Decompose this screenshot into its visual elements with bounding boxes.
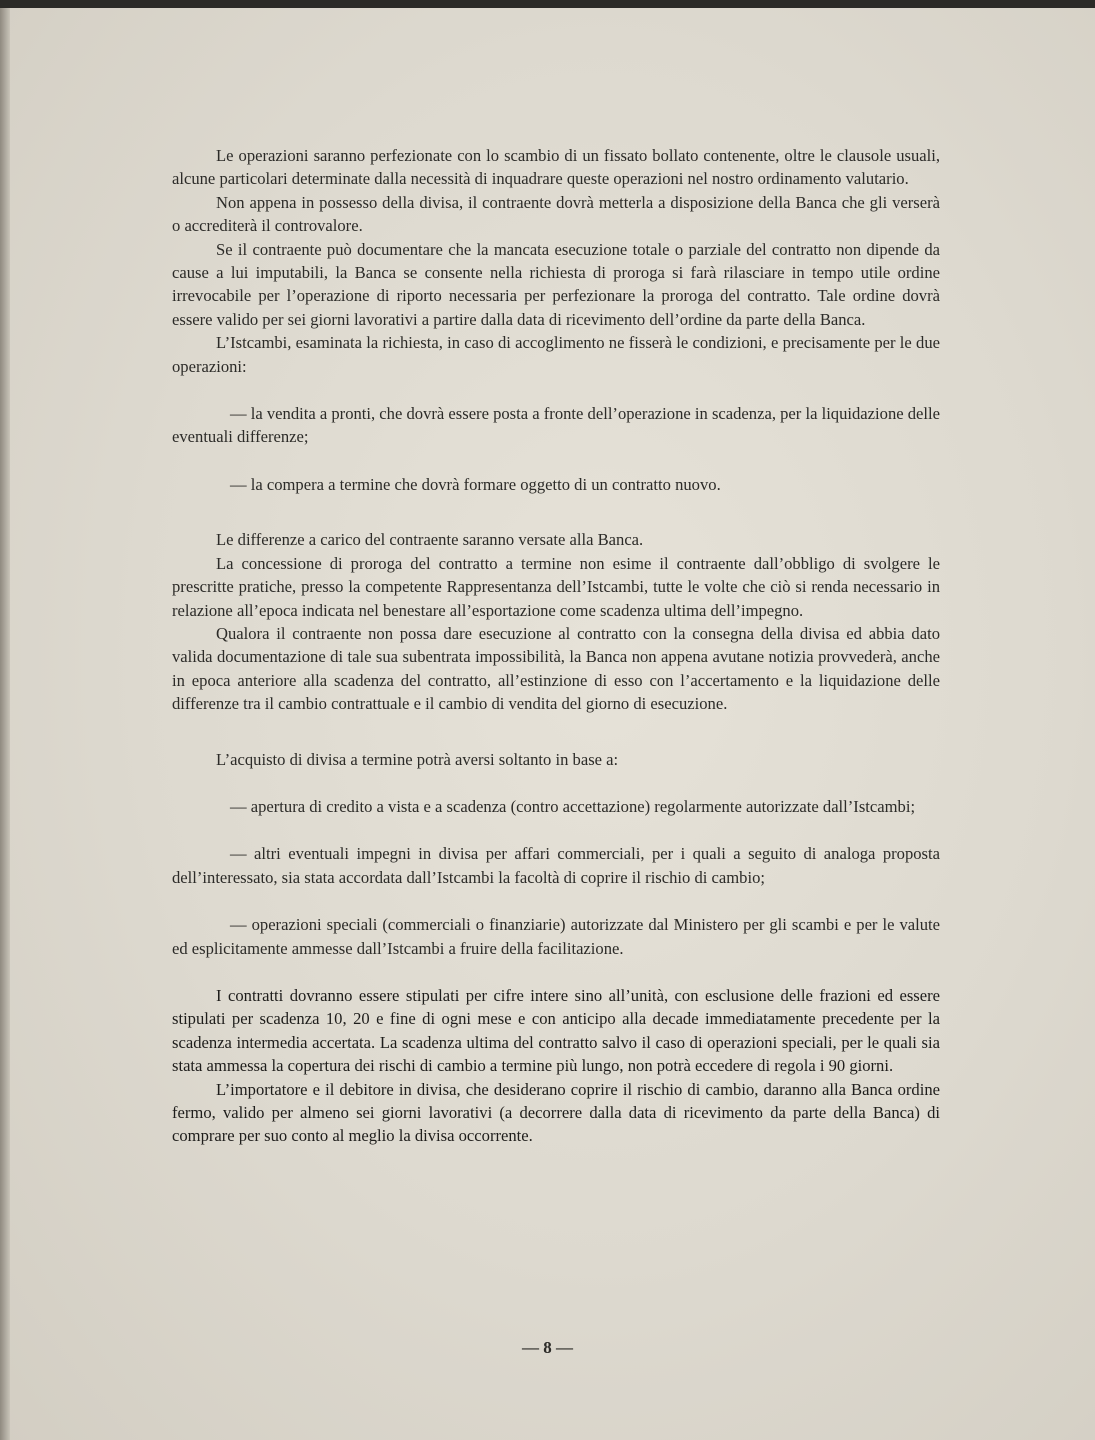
paragraph: Se il contraente può documentare che la mancata esecuzione totale o parziale del contratto non dipende da cause a lui imputabili, la Banca se consente nella richiesta di proroga si farà rilasciare in tempo utile ordine irrevocabile per l’operazione di riporto necessaria per perfezionare la proroga del contratto. Tale ordine dovrà essere valido per sei giorni lavorativi a partire dalla data di ricevimento dell’ordine da parte della Banca. [172, 239, 940, 329]
document-body [172, 144, 940, 1148]
paragraph: L’importatore e il debitore in divisa, che desiderano coprire il rischio di cambio, daranno alla Banca ordine fermo, valido per almeno sei giorni lavorativi (a decorrere dalla data di ricevimento da parte della Banca) di comprare per suo conto al meglio la divisa occorrente. [172, 1079, 940, 1146]
paragraph: Le operazioni saranno perfezionate con lo scambio di un fissato bollato contenente, oltre le clausole usuali, alcune particolari determinate dalla necessità di inquadrare queste operazioni nel nostro ordinamento valutario. [172, 146, 940, 189]
list-item: — apertura di credito a vista e a scadenza (contro accettazione) regolarmente autorizzate dall’Istcambi; [230, 796, 916, 816]
list-item: — la vendita a pronti, che dovrà essere posta a fronte dell’operazione in scadenza, per la liquidazione delle eventuali differenze; [172, 404, 940, 447]
list-item: — altri eventuali impegni in divisa per affari commerciali, per i quali a seguito di analoga proposta dell’interessato, sia stata accordata dall’Istcambi la facoltà di coprire il rischio di cambio; [172, 844, 940, 887]
paragraph: L’acquisto di divisa a termine potrà aversi soltanto in base a: [216, 749, 619, 769]
paragraph: Non appena in possesso della divisa, il contraente dovrà metterla a disposizione della Banca che gli verserà o accrediterà il controvalore. [172, 192, 940, 236]
paragraph: L’Istcambi, esaminata la richiesta, in caso di accoglimento ne fisserà le condizioni, e precisamente per le due operazioni: [172, 333, 940, 376]
page-number: — 8 — [522, 1338, 573, 1357]
paragraph: Qualora il contraente non possa dare esecuzione al contratto con la consegna della divisa ed abbia dato valida documentazione di tale sua subentrata impossibilità, la Banca non appena avutane notizia provvederà, anche in epoca anteriore alla scadenza del contratto, all’estinzione di esso con l’accertamento e la liquidazione delle differenze tra il cambio contrattuale e il cambio di vendita del giorno di esecuzione. [172, 623, 940, 714]
paragraph: La concessione di proroga del contratto a termine non esime il contraente dall’obbligo di svolgere le prescritte pratiche, presso la competente Rappresentanza dell’Istcambi, tutte le volte che ciò si renda necessario in relazione all’epoca indicata nel benestare all’esportazione come scadenza ultima dell’impegno. [172, 553, 940, 620]
paragraph: Le differenze a carico del contraente saranno versate alla Banca. [216, 530, 644, 550]
list-item: — operazioni speciali (commerciali o finanziarie) autorizzate dal Ministero per gli scambi e per le valute ed esplicitamente ammesse dall’Istcambi a fruire della facilitazione. [172, 915, 940, 958]
paragraph: I contratti dovranno essere stipulati per cifre intere sino all’unità, con esclusione delle frazioni ed essere stipulati per scadenza 10, 20 e fine di ogni mese e con anticipo alla decade immediatamente precedente per la scadenza intermedia accertata. La scadenza ultima del contratto salvo il caso di operazioni speciali, per le quali sia stata ammessa la copertura dei rischi di cambio a termine più lungo, non potrà eccedere di regola i 90 giorni. [172, 985, 940, 1076]
list-item: — la compera a termine che dovrà formare oggetto di un contratto nuovo. [230, 474, 721, 494]
document-page [0, 8, 1095, 1440]
page-binding-edge [0, 8, 10, 1440]
